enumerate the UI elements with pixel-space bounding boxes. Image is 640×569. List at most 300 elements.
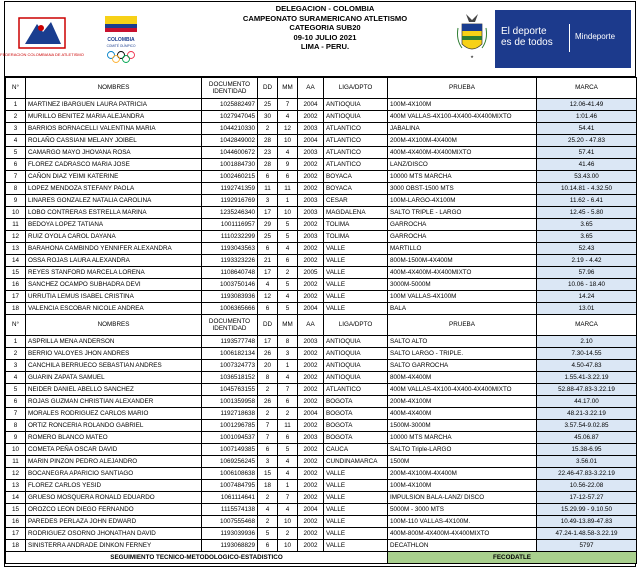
athlete-name: OSSA ROJAS LAURA ALEXANDRA	[26, 255, 202, 267]
athlete-name: LOBO CONTRERAS ESTRELLA MARINA	[26, 207, 202, 219]
liga-dpto: ATLANTICO	[324, 135, 388, 147]
liga-dpto: VALLE	[324, 540, 388, 552]
table-row	[6, 396, 637, 408]
birth-month: 2	[278, 267, 298, 279]
marca: 12.45 - 5.80	[537, 207, 637, 219]
prueba: 400M-4X400M-4X400MIXTO	[388, 147, 537, 159]
table-row	[6, 183, 637, 195]
prueba: 1500M-3000M	[388, 420, 537, 432]
liga-dpto: VALLE	[324, 291, 388, 303]
birth-year: 2002	[298, 243, 324, 255]
table-row	[6, 432, 637, 444]
table-row	[6, 255, 637, 267]
birth-day: 3	[258, 456, 278, 468]
table-row	[6, 147, 637, 159]
marca: 14.24	[537, 291, 637, 303]
liga-dpto: VALLE	[324, 468, 388, 480]
marca: 10.56-22.08	[537, 480, 637, 492]
birth-month: 10	[278, 516, 298, 528]
document-id: 1044210330	[202, 123, 258, 135]
prueba: 10000 MTS MARCHA	[388, 432, 537, 444]
birth-month: 10	[278, 207, 298, 219]
table-row	[6, 408, 637, 420]
birth-month: 4	[278, 504, 298, 516]
prueba: 200M-4X100M	[388, 396, 537, 408]
athlete-name: OROZCO LEON DIEGO FERNANDO	[26, 504, 202, 516]
prueba: SALTO Triple-LARGO	[388, 444, 537, 456]
row-num: 17	[6, 291, 26, 303]
document-id: 1007324773	[202, 360, 258, 372]
birth-month: 7	[278, 99, 298, 111]
table-row	[6, 111, 637, 123]
birth-year: 2002	[298, 444, 324, 456]
table-row	[6, 219, 637, 231]
federation-logo-text: FEDERACION COLOMBIANA DE ATLETISMO	[0, 52, 84, 57]
prueba: GARROCHA	[388, 219, 537, 231]
table-row	[6, 492, 637, 504]
liga-dpto: VALLE	[324, 492, 388, 504]
liga-dpto: BOYACA	[324, 171, 388, 183]
prueba: JABALINA	[388, 123, 537, 135]
row-num: 14	[6, 492, 26, 504]
women-header-row	[6, 78, 637, 99]
row-num: 13	[6, 480, 26, 492]
liga-dpto: ANTIOQUIA	[324, 336, 388, 348]
birth-day: 6	[258, 171, 278, 183]
athlete-name: BOCANEGRA APARICIO SANTIAGO	[26, 468, 202, 480]
liga-dpto: VALLE	[324, 255, 388, 267]
prueba: 100M VALLAS-4X100M	[388, 291, 537, 303]
row-num: 10	[6, 207, 26, 219]
row-num: 2	[6, 111, 26, 123]
row-num: 1	[6, 99, 26, 111]
prueba: 400M VALLAS-4X100-4X400-4X400MIXTO	[388, 111, 537, 123]
birth-day: 12	[258, 291, 278, 303]
prueba: 400M-800M-4X400M-4X400MIXTO	[388, 528, 537, 540]
birth-day: 20	[258, 360, 278, 372]
birth-year: 2002	[298, 279, 324, 291]
birth-year: 2003	[298, 147, 324, 159]
table-row	[6, 99, 637, 111]
table-row	[6, 243, 637, 255]
athlete-name: ASPRILLA MENA ANDERSON	[26, 336, 202, 348]
liga-dpto: CUNDINAMARCA	[324, 456, 388, 468]
table-row	[6, 420, 637, 432]
marca: 2.19 - 4.42	[537, 255, 637, 267]
prueba: SALTO ALTO	[388, 336, 537, 348]
marca: 10.14.81 - 4.32.50	[537, 183, 637, 195]
birth-year: 2003	[298, 231, 324, 243]
birth-day: 7	[258, 420, 278, 432]
athlete-name: COMETA PEÑA OSCAR DAVID	[26, 444, 202, 456]
birth-month: 4	[278, 372, 298, 384]
birth-month: 11	[278, 183, 298, 195]
prueba: 400M VALLAS-4X100-4X400-4X400MIXTO	[388, 384, 537, 396]
table-row	[6, 135, 637, 147]
athlete-name: CAMARGO MAYO JHOVANA ROSA	[26, 147, 202, 159]
table-row	[6, 504, 637, 516]
table-row	[6, 372, 637, 384]
marca: 15.29.99 - 9.10.50	[537, 504, 637, 516]
col-prueba: PRUEBA	[388, 315, 537, 336]
liga-dpto: ANTIOQUIA	[324, 360, 388, 372]
table-row	[6, 540, 637, 552]
birth-month: 6	[278, 171, 298, 183]
athlete-name: BEDOYA LOPEZ TATIANA	[26, 219, 202, 231]
document-id: 1025882497	[202, 99, 258, 111]
liga-dpto: ANTIOQUIA	[324, 99, 388, 111]
birth-year: 2002	[298, 348, 324, 360]
liga-dpto: VALLE	[324, 243, 388, 255]
birth-month: 12	[278, 123, 298, 135]
row-num: 5	[6, 384, 26, 396]
birth-day: 2	[258, 384, 278, 396]
birth-day: 21	[258, 255, 278, 267]
row-num: 4	[6, 135, 26, 147]
row-num: 12	[6, 231, 26, 243]
prueba: 400M-4X400M	[388, 408, 537, 420]
birth-month: 1	[278, 480, 298, 492]
birth-day: 30	[258, 111, 278, 123]
prueba: LANZ/DISCO	[388, 159, 537, 171]
footer-left: SEGUIMIENTO TECNICO-METODOLOGICO-ESTADISTICO	[6, 552, 388, 564]
prueba: 100M-LARGO-4X100M	[388, 195, 537, 207]
birth-day: 4	[258, 504, 278, 516]
prueba: DECATHLON	[388, 540, 537, 552]
birth-day: 2	[258, 123, 278, 135]
row-num: 13	[6, 243, 26, 255]
col-prueba: PRUEBA	[388, 78, 537, 99]
marca: 57.41	[537, 147, 637, 159]
athlete-name: BARRIOS BORNACELLI VALENTINA MARIA	[26, 123, 202, 135]
marca: 53.43.00	[537, 171, 637, 183]
mindeporte-slogan	[501, 26, 553, 48]
col-marca: MARCA	[537, 78, 637, 99]
birth-day: 6	[258, 444, 278, 456]
women-table-body	[6, 99, 637, 315]
birth-year: 2004	[298, 135, 324, 147]
marca: 10.49-13.89-47.83	[537, 516, 637, 528]
birth-day: 28	[258, 159, 278, 171]
prueba: SALTO GARROCHA	[388, 360, 537, 372]
col-dd: DD	[258, 315, 278, 336]
table-row	[6, 279, 637, 291]
liga-dpto: ATLANTICO	[324, 123, 388, 135]
liga-dpto: MAGDALENA	[324, 207, 388, 219]
event-date: 09-10 JULIO 2021	[293, 32, 357, 42]
birth-year: 2002	[298, 420, 324, 432]
liga-dpto: BOGOTA	[324, 408, 388, 420]
birth-year: 2002	[298, 468, 324, 480]
prueba: SALTO LARGO - TRIPLE.	[388, 348, 537, 360]
table-row	[6, 468, 637, 480]
marca: 15.38-6.95	[537, 444, 637, 456]
table-row	[6, 444, 637, 456]
birth-year: 2003	[298, 432, 324, 444]
birth-year: 2002	[298, 528, 324, 540]
birth-day: 2	[258, 408, 278, 420]
birth-year: 2002	[298, 360, 324, 372]
birth-year: 2002	[298, 516, 324, 528]
slogan-line-2: es de todos	[501, 37, 553, 48]
birth-year: 2002	[298, 171, 324, 183]
marca: 1.55.41-3.22.19	[537, 372, 637, 384]
mindeporte-name: Mindeporte	[575, 32, 616, 41]
athlete-name: VALENCIA ESCOBAR NICOLE ANDREA	[26, 303, 202, 315]
delegation-sheet	[0, 1, 636, 567]
athlete-name: RODRIGUEZ OSORNO JHONATHAN DAVID	[26, 528, 202, 540]
liga-dpto: CESAR	[324, 195, 388, 207]
marca: 41.46	[537, 159, 637, 171]
liga-dpto: VALLE	[324, 303, 388, 315]
birth-year: 2002	[298, 255, 324, 267]
marca: 3.57.54-9.02.85	[537, 420, 637, 432]
row-num: 8	[6, 183, 26, 195]
document-id: 1001116957	[202, 219, 258, 231]
athlete-name: SANCHEZ OCAMPO SUBHADRA DEVI	[26, 279, 202, 291]
marca: 12.06-41.49	[537, 99, 637, 111]
marca: 52.43	[537, 243, 637, 255]
col-num: N°	[6, 78, 26, 99]
liga-dpto: VALLE	[324, 480, 388, 492]
prueba: BALA	[388, 303, 537, 315]
col-mm: MM	[278, 315, 298, 336]
liga-dpto: VALLE	[324, 516, 388, 528]
document-id: 1192741359	[202, 183, 258, 195]
liga-dpto: CAUCA	[324, 444, 388, 456]
col-marca: MARCA	[537, 315, 637, 336]
liga-dpto: TOLIMA	[324, 231, 388, 243]
document-id: 1193068829	[202, 540, 258, 552]
birth-day: 6	[258, 540, 278, 552]
document-id: 1193577748	[202, 336, 258, 348]
prueba: 800M-4X400M	[388, 372, 537, 384]
birth-month: 9	[278, 159, 298, 171]
birth-day: 4	[258, 279, 278, 291]
birth-day: 11	[258, 183, 278, 195]
birth-day: 5	[258, 528, 278, 540]
birth-month: 7	[278, 384, 298, 396]
liga-dpto: VALLE	[324, 528, 388, 540]
document-id: 1036518152	[202, 372, 258, 384]
birth-year: 2002	[298, 540, 324, 552]
birth-month: 4	[278, 111, 298, 123]
col-num: N°	[6, 315, 26, 336]
row-num: 7	[6, 171, 26, 183]
col-document: DOCUMENTO IDENTIDAD	[202, 315, 258, 336]
birth-day: 29	[258, 219, 278, 231]
table-row	[6, 480, 637, 492]
birth-day: 7	[258, 432, 278, 444]
prueba: 200M-4X100M-4X400M	[388, 135, 537, 147]
athlete-name: ROLAÑO CASSIANI MELANY JOIBEL	[26, 135, 202, 147]
colombia-logo-sub: COMITÉ OLÍMPICO	[106, 44, 136, 48]
table-row	[6, 267, 637, 279]
row-num: 3	[6, 360, 26, 372]
birth-month: 6	[278, 396, 298, 408]
table-row	[6, 456, 637, 468]
liga-dpto: ATLANTICO	[324, 159, 388, 171]
athlete-name: LOPEZ MENDOZA STEFANY PAOLA	[26, 183, 202, 195]
birth-year: 2004	[298, 408, 324, 420]
document-id: 1108640748	[202, 267, 258, 279]
prueba: 1500M	[388, 456, 537, 468]
row-num: 4	[6, 372, 26, 384]
row-num: 9	[6, 432, 26, 444]
birth-day: 8	[258, 372, 278, 384]
birth-year: 2002	[298, 291, 324, 303]
birth-day: 6	[258, 243, 278, 255]
col-names: NOMBRES	[26, 78, 202, 99]
liga-dpto: VALLE	[324, 504, 388, 516]
document-id: 1193039936	[202, 528, 258, 540]
athlete-name: ROMERO BLANCO MATEO	[26, 432, 202, 444]
birth-year: 2002	[298, 492, 324, 504]
marca: 45.06.87	[537, 432, 637, 444]
document-id: 1002460215	[202, 171, 258, 183]
birth-day: 2	[258, 492, 278, 504]
birth-month: 6	[278, 255, 298, 267]
athlete-name: BARAHONA CAMBINDO YENNIFER ALEXANDRA	[26, 243, 202, 255]
birth-month: 4	[278, 147, 298, 159]
document-id: 1115574138	[202, 504, 258, 516]
birth-month: 5	[278, 231, 298, 243]
marca: 2.10	[537, 336, 637, 348]
document-id: 1003750146	[202, 279, 258, 291]
athlete-name: FLOREZ CADRASCO MARIA JOSE	[26, 159, 202, 171]
birth-day: 2	[258, 516, 278, 528]
colombia-logo-text: COLOMBIA	[107, 37, 135, 43]
banner-divider	[569, 24, 570, 52]
col-liga: LIGA/DPTO	[324, 315, 388, 336]
birth-month: 5	[278, 444, 298, 456]
row-num: 10	[6, 444, 26, 456]
birth-year: 2005	[298, 267, 324, 279]
table-row	[6, 195, 637, 207]
document-id: 1006108638	[202, 468, 258, 480]
birth-day: 25	[258, 231, 278, 243]
footer-right: FECODATLE	[388, 552, 637, 564]
mindeporte-banner	[495, 10, 631, 68]
marca: 13.01	[537, 303, 637, 315]
men-table-body	[6, 336, 637, 552]
birth-month: 5	[278, 279, 298, 291]
birth-year: 2002	[298, 159, 324, 171]
athlete-name: ROJAS GUZMAN CHRISTIAN ALEXANDER	[26, 396, 202, 408]
men-header-row	[6, 315, 637, 336]
document-id: 1006182134	[202, 348, 258, 360]
document-id: 1045763155	[202, 384, 258, 396]
birth-month: 3	[278, 348, 298, 360]
birth-day: 3	[258, 195, 278, 207]
document-id: 1193083936	[202, 291, 258, 303]
birth-month: 5	[278, 219, 298, 231]
row-num: 11	[6, 219, 26, 231]
birth-month: 1	[278, 360, 298, 372]
birth-month: 5	[278, 303, 298, 315]
athlete-name: GUARIN ZAPATA SAMUEL	[26, 372, 202, 384]
table-row	[6, 231, 637, 243]
marca: 48.21-3.22.19	[537, 408, 637, 420]
table-row	[6, 348, 637, 360]
birth-year: 2002	[298, 396, 324, 408]
athlete-name: GRUESO MOSQUERA RONALD EDUARDO	[26, 492, 202, 504]
athlete-name: RUIZ OYOLA CAROL DAYANA	[26, 231, 202, 243]
marca: 1:01.46	[537, 111, 637, 123]
marca: 5797	[537, 540, 637, 552]
row-num: 18	[6, 540, 26, 552]
prueba: 5000M - 3000 MTS	[388, 504, 537, 516]
liga-dpto: BOGOTA	[324, 420, 388, 432]
birth-day: 26	[258, 396, 278, 408]
liga-dpto: VALLE	[324, 279, 388, 291]
prueba: 100M-4X100M	[388, 99, 537, 111]
birth-day: 17	[258, 336, 278, 348]
row-num: 11	[6, 456, 26, 468]
marca: 11.62 - 6.41	[537, 195, 637, 207]
athlete-name: MARTINEZ IBARGUEN LAURA PATRICIA	[26, 99, 202, 111]
birth-month: 4	[278, 456, 298, 468]
document-id: 1042849002	[202, 135, 258, 147]
birth-day: 15	[258, 468, 278, 480]
marca: 4.50-47.83	[537, 360, 637, 372]
athlete-name: PAREDES PERLAZA JOHN EDWARD	[26, 516, 202, 528]
document-id: 1006365666	[202, 303, 258, 315]
birth-year: 2002	[298, 111, 324, 123]
birth-month: 1	[278, 195, 298, 207]
row-num: 16	[6, 516, 26, 528]
athlete-name: CAÑON DIAZ YEIMI KATERINE	[26, 171, 202, 183]
row-num: 2	[6, 348, 26, 360]
table-row	[6, 336, 637, 348]
birth-day: 23	[258, 147, 278, 159]
prueba: GARROCHA	[388, 231, 537, 243]
row-num: 12	[6, 468, 26, 480]
birth-year: 2004	[298, 504, 324, 516]
federation-logo	[0, 14, 84, 64]
liga-dpto: BOGOTA	[324, 432, 388, 444]
athlete-name: ORTIZ RONCERIA ROLANDO GABRIEL	[26, 420, 202, 432]
birth-year: 2003	[298, 195, 324, 207]
marca: 25.20 - 47.83	[537, 135, 637, 147]
delegation-title: DELEGACION - COLOMBIA	[275, 4, 375, 13]
birth-month: 11	[278, 420, 298, 432]
document-id: 1001359958	[202, 396, 258, 408]
marca: 57.96	[537, 267, 637, 279]
liga-dpto: ANTIOQUIA	[324, 348, 388, 360]
athlete-name: NEIDER DANIEL ABELLO SANCHEZ	[26, 384, 202, 396]
table-row	[6, 159, 637, 171]
document-id: 1193043563	[202, 243, 258, 255]
table-row	[6, 291, 637, 303]
athlete-name: CANCHILA BERRUECO SEBASTIAN ANDRES	[26, 360, 202, 372]
marca: 3.65	[537, 219, 637, 231]
birth-month: 8	[278, 336, 298, 348]
document-id: 1001094537	[202, 432, 258, 444]
birth-year: 2002	[298, 183, 324, 195]
col-mm: MM	[278, 78, 298, 99]
marca: 52.88-47.83-3.22.19	[537, 384, 637, 396]
document-id: 1044600672	[202, 147, 258, 159]
marca: 7.30-14.55	[537, 348, 637, 360]
marca: 17-12-57.27	[537, 492, 637, 504]
prueba: SALTO TRIPLE - LARGO	[388, 207, 537, 219]
colombia-olympic-logo	[99, 16, 143, 66]
athlete-name: FLOREZ CARLOS YESID	[26, 480, 202, 492]
sheet-header	[0, 2, 635, 77]
birth-month: 10	[278, 540, 298, 552]
marca: 22.46-47.83-3.22.19	[537, 468, 637, 480]
